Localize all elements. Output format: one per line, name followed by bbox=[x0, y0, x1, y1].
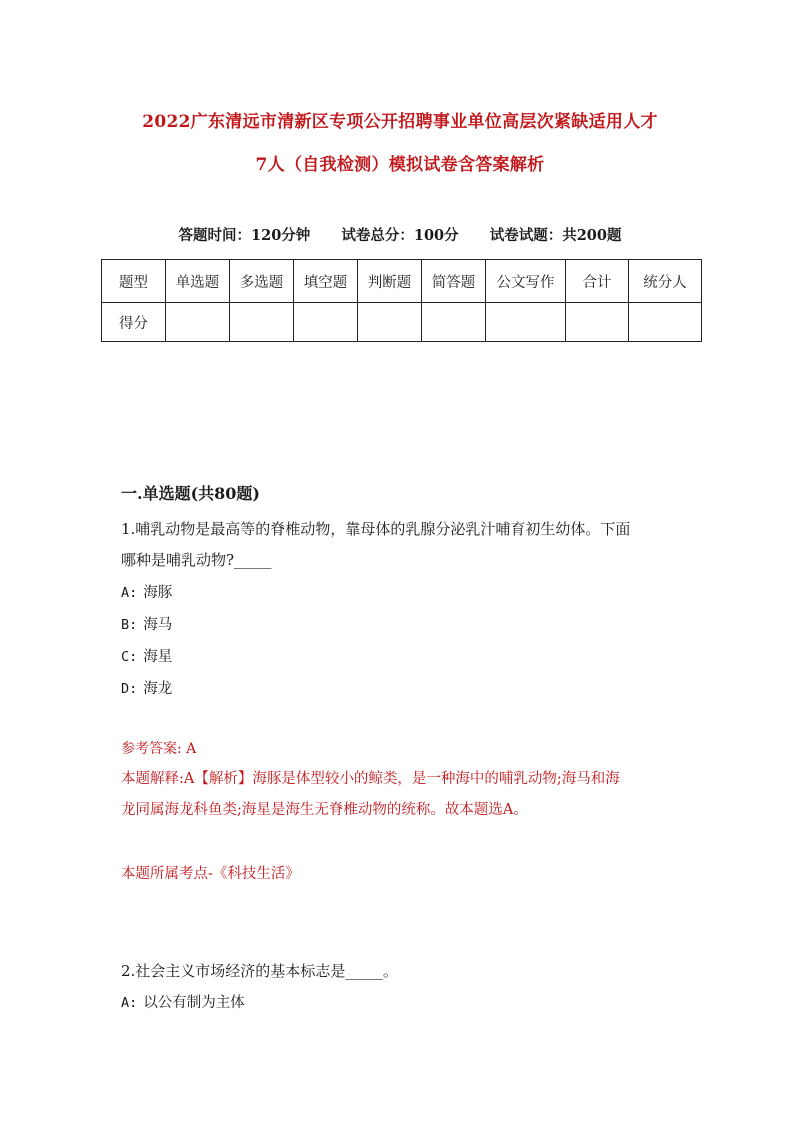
score-header-cell: 统分人 bbox=[629, 260, 702, 303]
score-header-cell: 多选题 bbox=[230, 260, 294, 303]
question-1-line-2: 哪种是哺乳动物?_____ bbox=[121, 551, 272, 569]
option-key: B: bbox=[121, 617, 138, 633]
option-text: 海豚 bbox=[143, 585, 173, 601]
question-1-explanation bbox=[121, 764, 691, 826]
score-header-cell: 简答题 bbox=[422, 260, 486, 303]
explanation-line-1: 本题解释:A【解析】海豚是体型较小的鲸类，是一种海中的哺乳动物;海马和海 bbox=[121, 771, 620, 787]
section-title: 一.单选题(共80题) bbox=[121, 484, 260, 503]
score-cell[interactable] bbox=[566, 303, 629, 342]
question-1-option-c[interactable] bbox=[121, 645, 172, 666]
exam-total-score: 试卷总分：100分 bbox=[341, 227, 459, 244]
document-title-line-1: 2022广东清远市清新区专项公开招聘事业单位高层次紧缺适用人才 bbox=[142, 112, 658, 132]
score-table bbox=[101, 259, 702, 342]
question-1-option-b[interactable] bbox=[121, 613, 172, 634]
option-text: 以公有制为主体 bbox=[143, 995, 245, 1011]
score-header-cell: 判断题 bbox=[358, 260, 422, 303]
question-1-text bbox=[121, 514, 681, 576]
option-key: A: bbox=[121, 585, 138, 601]
score-cell[interactable] bbox=[358, 303, 422, 342]
document-title-line-2: 7人（自我检测）模拟试卷含答案解析 bbox=[255, 155, 545, 175]
score-table-score-row bbox=[102, 303, 702, 342]
score-header-cell: 单选题 bbox=[166, 260, 230, 303]
score-cell[interactable] bbox=[486, 303, 566, 342]
score-cell[interactable] bbox=[294, 303, 358, 342]
exam-meta bbox=[0, 224, 800, 245]
option-text: 海龙 bbox=[143, 681, 173, 697]
score-cell[interactable] bbox=[629, 303, 702, 342]
score-header-cell: 公文写作 bbox=[486, 260, 566, 303]
score-header-cell: 合计 bbox=[566, 260, 629, 303]
score-table-header-row bbox=[102, 260, 702, 303]
score-cell[interactable] bbox=[230, 303, 294, 342]
score-row-label: 得分 bbox=[102, 303, 166, 342]
exam-time: 答题时间：120分钟 bbox=[178, 227, 311, 244]
option-key: D: bbox=[121, 681, 138, 697]
option-text: 海星 bbox=[143, 649, 173, 665]
score-cell[interactable] bbox=[422, 303, 486, 342]
score-cell[interactable] bbox=[166, 303, 230, 342]
question-1-option-a[interactable] bbox=[121, 581, 172, 602]
question-1-topic: 本题所属考点-《科技生活》 bbox=[121, 866, 300, 882]
option-key: A: bbox=[121, 995, 138, 1011]
question-2-option-a[interactable] bbox=[121, 991, 245, 1012]
explanation-line-2: 龙同属海龙科鱼类;海星是海生无脊椎动物的统称。故本题选A。 bbox=[121, 802, 528, 818]
option-key: C: bbox=[121, 649, 138, 665]
score-header-cell: 填空题 bbox=[294, 260, 358, 303]
exam-question-count: 试卷试题：共200题 bbox=[489, 227, 622, 244]
question-2-text: 2.社会主义市场经济的基本标志是_____。 bbox=[121, 962, 398, 980]
question-1-option-d[interactable] bbox=[121, 677, 172, 698]
score-header-cell: 题型 bbox=[102, 260, 166, 303]
question-1-answer: 参考答案: A bbox=[121, 741, 197, 757]
option-text: 海马 bbox=[143, 617, 173, 633]
question-1-line-1: 1.哺乳动物是最高等的脊椎动物，靠母体的乳腺分泌乳汁哺育初生幼体。下面 bbox=[121, 520, 631, 538]
